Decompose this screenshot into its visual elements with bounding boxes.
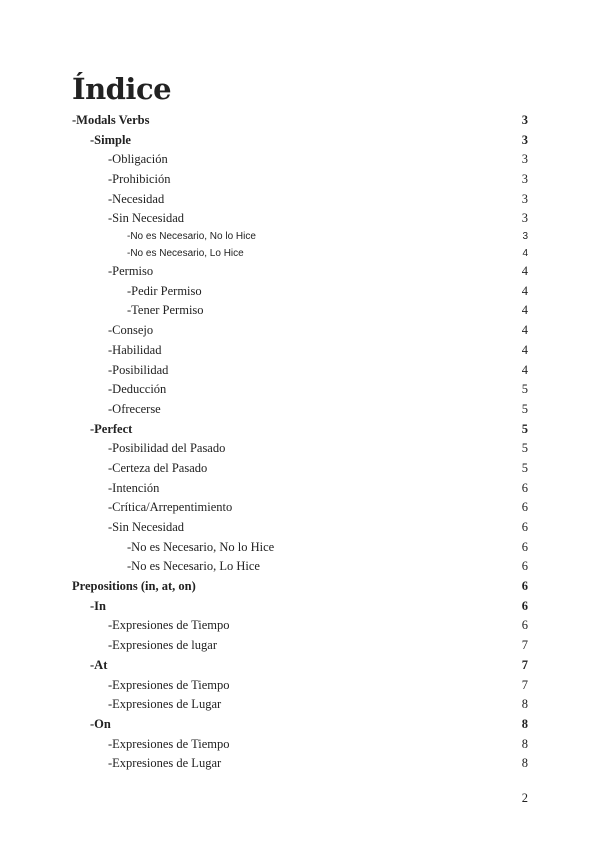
toc-entry[interactable]	[72, 361, 528, 381]
toc-entry[interactable]	[72, 617, 528, 637]
toc-entry-text: -In	[90, 598, 106, 613]
toc-entry-page: 7	[521, 657, 528, 672]
toc-entry[interactable]	[72, 518, 528, 538]
toc-entry[interactable]	[72, 715, 528, 735]
toc-entry[interactable]	[72, 209, 528, 229]
toc-entry-page: 7	[521, 638, 528, 653]
toc-entry-page: 5	[521, 401, 528, 416]
toc-entry[interactable]	[72, 341, 528, 361]
toc-entry[interactable]	[72, 656, 528, 676]
toc-entry[interactable]	[72, 302, 528, 322]
toc-entry-page: 5	[521, 382, 528, 397]
toc-entry[interactable]	[72, 150, 528, 170]
toc-entry[interactable]	[72, 439, 528, 459]
toc-entry[interactable]	[72, 459, 528, 479]
toc-entry[interactable]	[72, 557, 528, 577]
toc-entry-text: -Expresiones de Tiempo	[108, 736, 230, 751]
toc-entry-page: 8	[521, 716, 528, 731]
table-of-contents	[72, 111, 528, 774]
toc-entry-page: 4	[521, 264, 528, 279]
toc-entry-page: 4	[522, 247, 528, 259]
toc-entry[interactable]	[72, 262, 528, 282]
toc-entry-page: 6	[521, 520, 528, 535]
toc-entry[interactable]	[72, 321, 528, 341]
toc-entry-page: 3	[521, 191, 528, 206]
toc-entry[interactable]	[72, 400, 528, 420]
toc-entry[interactable]	[72, 190, 528, 210]
toc-entry-page: 5	[521, 460, 528, 475]
toc-entry[interactable]	[72, 170, 528, 190]
toc-entry[interactable]	[72, 754, 528, 774]
toc-entry[interactable]	[72, 597, 528, 617]
toc-entry[interactable]	[72, 636, 528, 656]
toc-entry[interactable]	[72, 246, 528, 263]
toc-entry-text: -Ofrecerse	[108, 401, 161, 416]
toc-entry-text: -Expresiones de Tiempo	[108, 677, 230, 692]
toc-entry-page: 6	[521, 559, 528, 574]
page-title: Índice	[72, 72, 172, 106]
toc-entry-text: -Expresiones de Tiempo	[108, 618, 230, 633]
toc-entry-text: -Prohibición	[108, 172, 171, 187]
toc-entry-page: 3	[521, 152, 528, 167]
toc-entry-page: 7	[521, 677, 528, 692]
toc-entry[interactable]	[72, 498, 528, 518]
toc-entry-text: -Tener Permiso	[127, 303, 204, 318]
toc-entry-text: -No es Necesario, Lo Hice	[127, 559, 260, 574]
toc-entry-page: 3	[522, 231, 528, 243]
toc-entry-page: 4	[521, 283, 528, 298]
toc-entry-text: -Obligación	[108, 152, 168, 167]
toc-entry-page: 5	[521, 421, 528, 436]
toc-entry-page: 6	[521, 500, 528, 515]
toc-entry-text: -Crítica/Arrepentimiento	[108, 500, 233, 515]
toc-entry-text: -Posibilidad del Pasado	[108, 441, 226, 456]
toc-entry-page: 6	[521, 539, 528, 554]
toc-entry-text: -Certeza del Pasado	[108, 460, 208, 475]
toc-entry[interactable]	[72, 735, 528, 755]
toc-entry-page: 6	[521, 598, 528, 613]
toc-entry-text: -At	[90, 657, 108, 672]
toc-entry-page: 8	[521, 756, 528, 771]
toc-entry-text: -Sin Necesidad	[108, 520, 185, 535]
toc-entry-text: -Consejo	[108, 323, 154, 338]
toc-entry-page: 4	[521, 323, 528, 338]
toc-entry-page: 3	[521, 132, 528, 147]
toc-entry-text: -No es Necesario, Lo Hice	[127, 247, 244, 259]
toc-entry-text: -Deducción	[108, 382, 167, 397]
toc-entry[interactable]	[72, 695, 528, 715]
toc-entry[interactable]	[72, 577, 528, 597]
toc-entry-page: 3	[521, 172, 528, 187]
toc-entry-text: -Pedir Permiso	[127, 283, 202, 298]
toc-entry-page: 4	[521, 362, 528, 377]
toc-entry-text: -Permiso	[108, 264, 154, 279]
toc-entry[interactable]	[72, 538, 528, 558]
toc-entry-text: -Perfect	[90, 421, 133, 436]
toc-entry-page: 5	[521, 441, 528, 456]
toc-entry-text: -On	[90, 716, 111, 731]
toc-entry-page: 6	[521, 480, 528, 495]
toc-entry[interactable]	[72, 676, 528, 696]
toc-entry-page: 8	[521, 697, 528, 712]
toc-entry[interactable]	[72, 282, 528, 302]
toc-entry-text: -Intención	[108, 480, 160, 495]
toc-entry[interactable]	[72, 380, 528, 400]
toc-entry-page: 3	[521, 112, 528, 127]
toc-entry-page: 3	[521, 211, 528, 226]
toc-entry[interactable]	[72, 420, 528, 440]
toc-entry-text: -Sin Necesidad	[108, 211, 185, 226]
toc-entry-page: 8	[521, 736, 528, 751]
toc-entry-page: 6	[521, 618, 528, 633]
toc-entry-text: Prepositions (in, at, on)	[72, 579, 196, 594]
toc-entry-text: -No es Necesario, No lo Hice	[127, 539, 275, 554]
toc-entry-page: 6	[521, 579, 528, 594]
toc-entry-text: -Expresiones de Lugar	[108, 756, 222, 771]
toc-entry-text: -Habilidad	[108, 342, 162, 357]
toc-entry-text: -Expresiones de Lugar	[108, 697, 222, 712]
toc-entry[interactable]	[72, 479, 528, 499]
toc-entry-text: -Posibilidad	[108, 362, 169, 377]
toc-entry[interactable]	[72, 229, 528, 246]
page-number: 2	[521, 791, 528, 805]
toc-entry[interactable]	[72, 131, 528, 151]
toc-entry-page: 4	[521, 303, 528, 318]
toc-entry[interactable]	[72, 111, 528, 131]
toc-entry-page: 4	[521, 342, 528, 357]
toc-entry-text: -Modals Verbs	[72, 112, 150, 127]
toc-entry-text: -No es Necesario, No lo Hice	[127, 231, 256, 243]
toc-entry-text: -Simple	[90, 132, 131, 147]
toc-entry-text: -Expresiones de lugar	[108, 638, 217, 653]
toc-entry-text: -Necesidad	[108, 191, 165, 206]
